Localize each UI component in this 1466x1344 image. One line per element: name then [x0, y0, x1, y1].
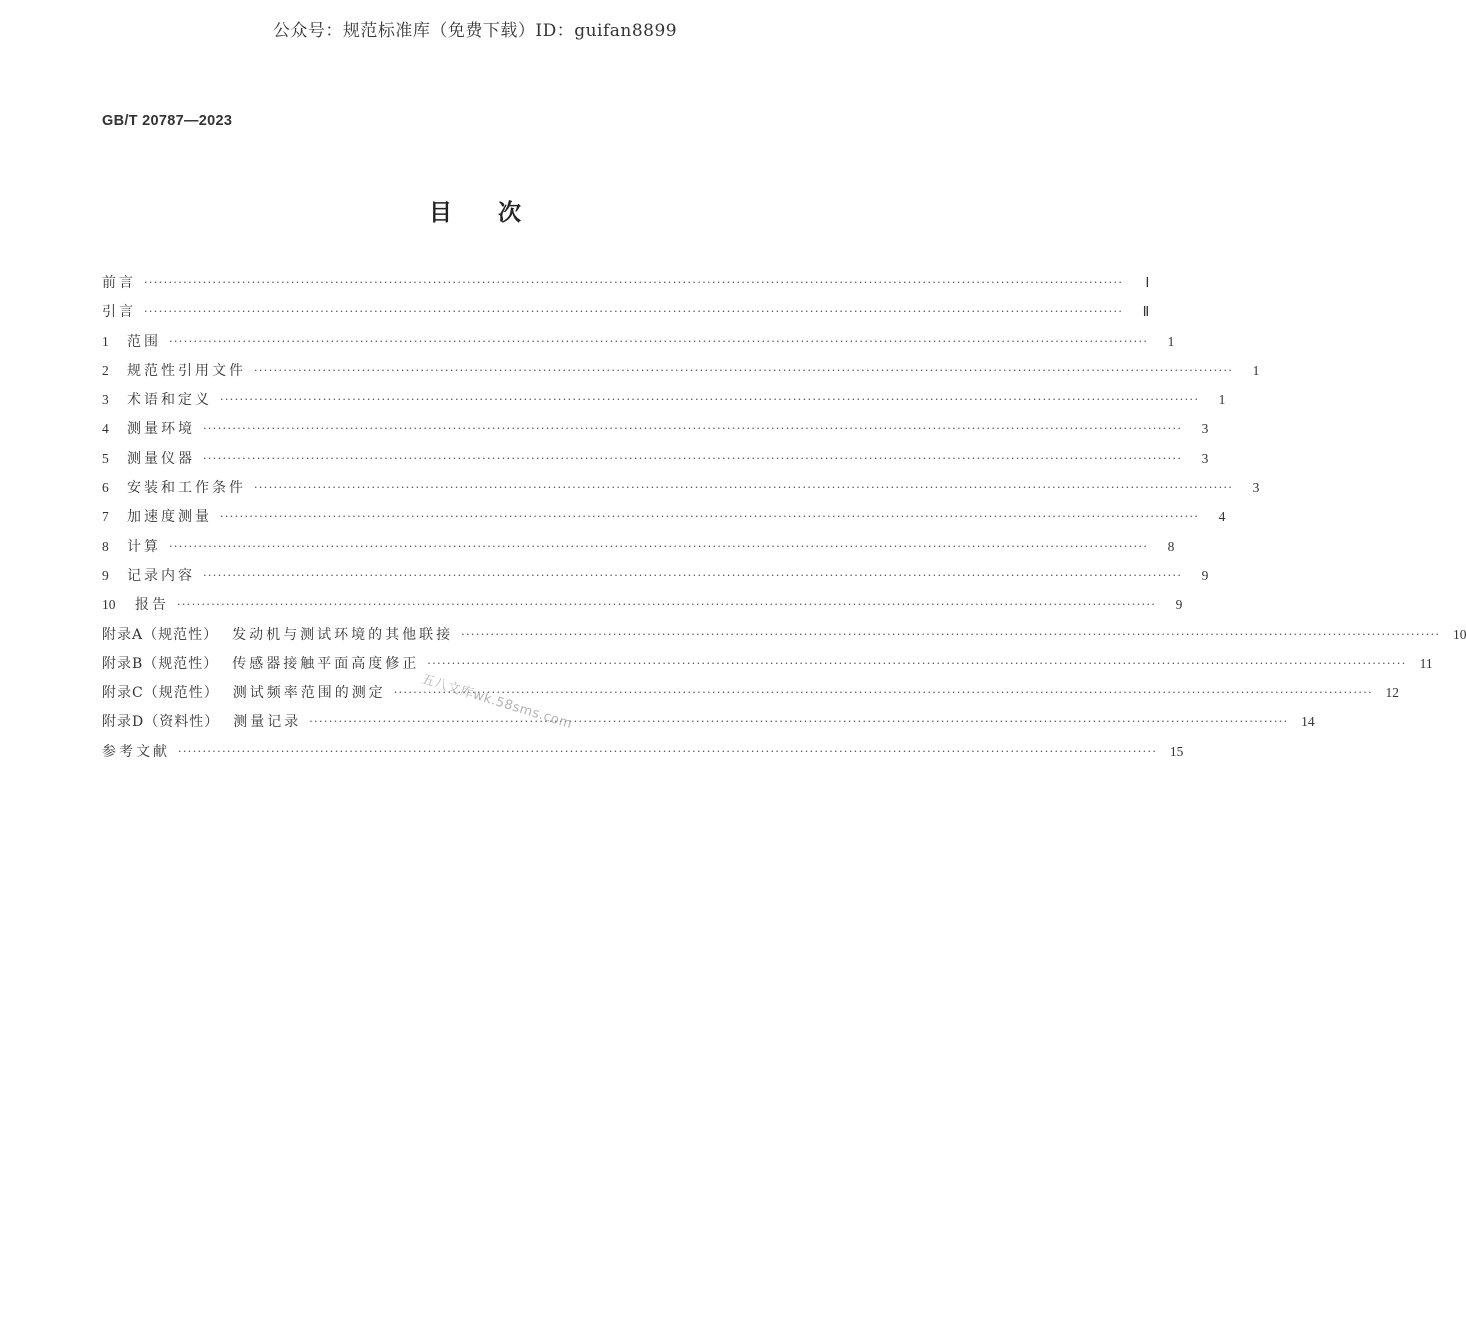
toc-entry-title: 加速度测量 [127, 509, 212, 526]
toc-entry-title: 传感器接触平面高度修正 [232, 655, 420, 672]
toc-entry[interactable] [102, 565, 1209, 594]
toc-entry-title: 引言 [102, 304, 136, 321]
watermark: 五八文库wk.58sms.com [419, 671, 574, 733]
toc-dot-leader: ········································································································································································································ [220, 510, 1200, 524]
toc-entry-title: 参考文献 [102, 743, 170, 760]
toc-entry-title: 发动机与测试环境的其他联接 [232, 626, 454, 643]
toc-entry-page: 10 [1452, 626, 1466, 642]
standard-code: GB/T 20787—2023 [102, 113, 233, 129]
toc-entry[interactable] [102, 506, 1226, 535]
toc-entry-label [102, 506, 212, 526]
toc-entry-label [102, 594, 169, 614]
toc-entry-label [102, 682, 386, 702]
toc-entry-label [102, 448, 195, 468]
toc-entry-label [102, 418, 195, 438]
toc-dot-leader: ········································································································································································································ [178, 744, 1158, 758]
toc-entry-label [102, 711, 301, 731]
toc-dot-leader: ········································································································································································································ [393, 686, 1374, 700]
toc-entry-title: 测量仪器 [127, 450, 195, 467]
toc-entry-label [102, 741, 170, 761]
toc-entry-number: 10 [102, 597, 116, 613]
toc-dot-leader: ········································································································································································································ [144, 276, 1124, 289]
toc-entry[interactable] [102, 594, 1183, 623]
toc-entry-page: 12 [1385, 685, 1400, 701]
toc-dot-leader: ········································································································································································································ [254, 363, 1234, 377]
toc-entry-label [102, 536, 161, 556]
toc-entry-title: 测试频率范围的测定 [232, 685, 386, 702]
toc-entry-title: 报告 [135, 597, 169, 614]
toc-entry-page: 14 [1301, 714, 1315, 730]
toc-entry-number: 4 [102, 421, 109, 437]
toc-entry-number: 9 [102, 567, 109, 583]
toc-dot-leader: ········································································································································································································ [203, 568, 1183, 582]
toc-entry-page: 3 [1201, 450, 1209, 466]
toc-entry-annex-prefix: 附录D（资料性） [102, 714, 220, 731]
toc-entry[interactable] [102, 448, 1209, 477]
toc-dot-leader: ········································································································································································································ [254, 481, 1234, 495]
toc-entry-annex-prefix: 附录B（规范性） [102, 655, 219, 672]
toc-title: 目次 [429, 200, 567, 226]
toc-entry-label [102, 565, 195, 585]
toc-entry[interactable] [102, 711, 1315, 740]
toc-entry-annex-prefix: 附录C（规范性） [102, 685, 219, 702]
toc-entry-page: Ⅱ [1142, 304, 1150, 320]
toc-entry-page: 1 [1167, 333, 1175, 349]
toc-entry[interactable] [102, 536, 1175, 565]
toc-entry-label [102, 389, 212, 409]
toc-dot-leader: ········································································································································································································ [427, 656, 1407, 670]
toc-entry-page: 8 [1167, 538, 1175, 554]
toc-dot-leader: ········································································································································································································ [144, 305, 1124, 319]
toc-entry-label [102, 653, 419, 673]
toc-dot-leader: ········································································································································································································ [203, 422, 1183, 436]
toc-entry-page: 9 [1175, 597, 1183, 613]
toc-entry-page: 11 [1419, 655, 1433, 671]
toc-entry-title: 安装和工作条件 [127, 480, 246, 497]
toc-entry[interactable] [102, 418, 1209, 447]
toc-entry-label [102, 272, 136, 292]
toc-entry[interactable] [102, 741, 1184, 770]
toc-entry-label [102, 477, 246, 497]
toc-entry-number: 8 [102, 538, 109, 554]
toc-dot-leader: ········································································································································································································ [309, 715, 1289, 729]
toc-entry-page: 4 [1218, 509, 1226, 525]
toc-entry-title: 记录内容 [127, 567, 195, 584]
top-banner: 公众号：规范标准库（免费下载）ID：guifan8899 [272, 21, 678, 41]
toc-entry-label [102, 301, 136, 321]
toc-entry-page: 15 [1169, 743, 1184, 759]
toc-entry-annex-prefix: 附录A（规范性） [102, 626, 219, 643]
toc-entry[interactable] [102, 477, 1260, 506]
toc-entry-title: 测量记录 [233, 714, 302, 731]
toc-entry-title: 范围 [127, 333, 161, 350]
toc-entry-title: 规范性引用文件 [127, 362, 246, 379]
toc-entry[interactable] [102, 272, 1150, 301]
toc-entry-page: 9 [1201, 567, 1209, 583]
toc-entry-title: 计算 [127, 538, 161, 555]
toc-entry[interactable] [102, 653, 1433, 682]
toc-entry-number: 7 [102, 509, 109, 525]
toc-entry[interactable] [102, 301, 1150, 330]
toc-entry-number: 2 [102, 362, 109, 378]
toc-dot-leader: ········································································································································································································ [220, 393, 1200, 407]
toc-dot-leader: ········································································································································································································ [169, 539, 1149, 553]
toc-entry-number: 1 [102, 333, 109, 349]
toc-entry[interactable] [102, 389, 1226, 418]
toc-entry-label [102, 360, 246, 380]
toc-entry-title: 前言 [102, 275, 136, 291]
toc-entry-page: 1 [1252, 362, 1260, 378]
toc-dot-leader: ········································································································································································································ [177, 598, 1157, 612]
toc-entry[interactable] [102, 331, 1175, 360]
toc-dot-leader: ········································································································································································································ [169, 334, 1149, 348]
toc-entry-number: 5 [102, 450, 109, 466]
toc-entry-title: 测量环境 [127, 421, 195, 438]
toc-dot-leader: ········································································································································································································ [203, 451, 1183, 465]
toc-entry-page: 3 [1252, 480, 1260, 496]
toc-entry-page: Ⅰ [1145, 275, 1150, 290]
toc-entry-label [102, 624, 453, 644]
toc-dot-leader: ········································································································································································································ [461, 627, 1441, 641]
toc-entry-number: 3 [102, 392, 109, 408]
toc-entry-label [102, 331, 161, 351]
toc-entry-page: 3 [1201, 421, 1209, 437]
toc-entry-title: 术语和定义 [127, 392, 212, 409]
toc-entry-page: 1 [1218, 392, 1226, 408]
toc-entry[interactable] [102, 624, 1466, 653]
toc-entry[interactable] [102, 360, 1260, 389]
toc-entry-number: 6 [102, 480, 109, 496]
